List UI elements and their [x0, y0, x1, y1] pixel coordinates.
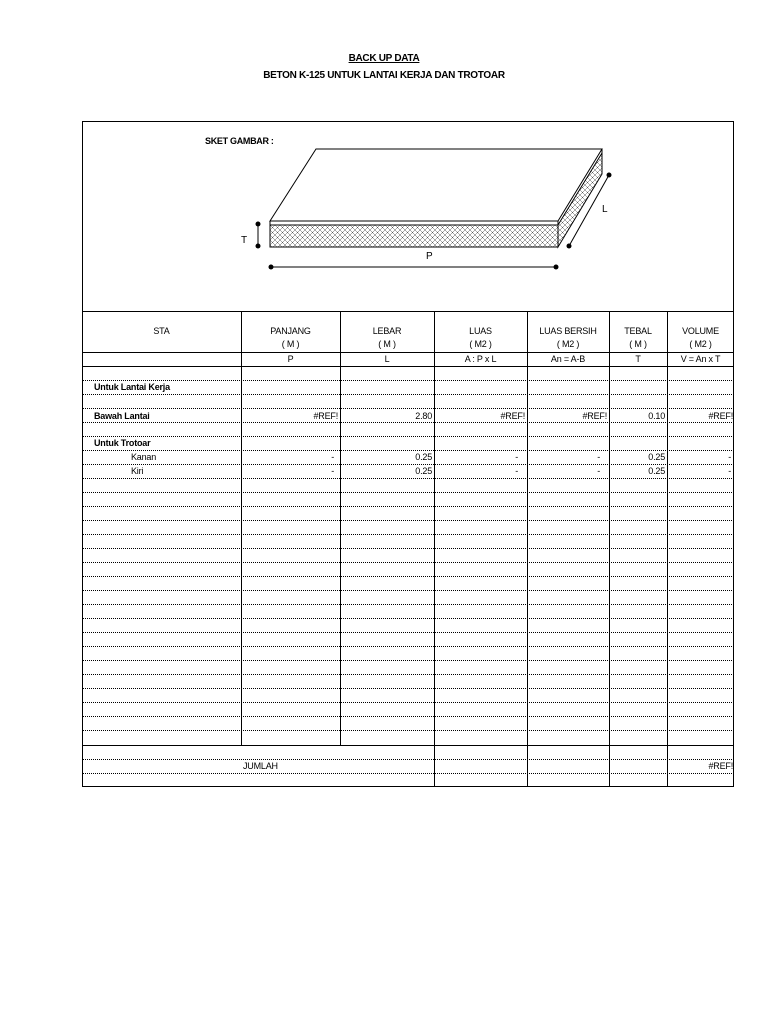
cell-luas-bersih: -	[597, 466, 600, 476]
cell-lebar: 2.80	[415, 411, 432, 421]
grid-line	[82, 478, 734, 479]
grid-line	[82, 366, 734, 367]
cell-tebal: 0.25	[648, 452, 665, 462]
cell-lebar: 0.25	[415, 466, 432, 476]
header-volume-unit: ( M2 )	[689, 339, 712, 349]
grid-line	[82, 520, 734, 521]
header-panjang-formula: P	[287, 354, 294, 364]
cell-luas: -	[515, 452, 518, 462]
cell-panjang: #REF!	[313, 411, 338, 421]
grid-line	[82, 590, 734, 591]
cell-luas-bersih: -	[597, 452, 600, 462]
row-label-kiri: Kiri	[131, 466, 144, 476]
dim-l-dot-bottom	[567, 244, 572, 249]
dim-t-label: T	[241, 235, 248, 246]
cell-luas-bersih: #REF!	[582, 411, 607, 421]
grid-line	[82, 408, 734, 409]
dim-t-dot-bottom	[256, 244, 261, 249]
grid-line	[82, 646, 734, 647]
cell-volume: -	[728, 452, 731, 462]
header-luas-formula: A : P x L	[464, 354, 497, 364]
document-subtitle: BETON K-125 UNTUK LANTAI KERJA DAN TROTOAR	[263, 70, 505, 81]
slab-sketch	[230, 140, 630, 280]
total-label: JUMLAH	[243, 761, 278, 771]
header-luas-bersih-unit: ( M2 )	[556, 339, 580, 349]
cell-tebal: 0.25	[648, 466, 665, 476]
header-volume-formula: V = An x T	[680, 354, 721, 364]
grid-line	[82, 604, 734, 605]
grid-line	[82, 464, 734, 465]
grid-line	[82, 618, 734, 619]
grid-line	[82, 394, 734, 395]
header-luas-bersih: LUAS BERSIH	[539, 326, 597, 336]
grid-line	[82, 380, 734, 381]
dim-t-dot-top	[256, 222, 261, 227]
dim-l-label: L	[602, 204, 608, 215]
header-luas: LUAS	[469, 326, 492, 336]
cell-luas: #REF!	[500, 411, 525, 421]
header-lebar-unit: ( M )	[378, 339, 396, 349]
sketch-label: SKET GAMBAR :	[205, 136, 274, 146]
grid-line	[82, 632, 734, 633]
col-divider	[527, 311, 528, 787]
cell-panjang: -	[331, 466, 334, 476]
col-divider	[667, 311, 668, 787]
cell-lebar: 0.25	[415, 452, 432, 462]
grid-line	[82, 450, 734, 451]
header-tebal-formula: T	[635, 354, 641, 364]
section-trotoar: Untuk Trotoar	[94, 438, 151, 448]
cell-volume: #REF!	[708, 411, 733, 421]
header-panjang: PANJANG	[270, 326, 311, 336]
slab-front-face	[270, 225, 558, 247]
grid-line	[82, 688, 734, 689]
col-divider	[340, 311, 341, 745]
grid-line	[82, 674, 734, 675]
header-sta: STA	[153, 326, 170, 336]
grid-line	[82, 576, 734, 577]
grid-line	[82, 716, 734, 717]
header-luas-unit: ( M2 )	[469, 339, 492, 349]
col-divider	[241, 311, 242, 745]
dim-p-label: P	[426, 251, 433, 262]
slab-top-face	[270, 149, 602, 221]
grid-line	[82, 506, 734, 507]
section-lantai-kerja: Untuk Lantai Kerja	[94, 382, 170, 392]
grid-line	[82, 660, 734, 661]
dim-l-dot-top	[607, 173, 612, 178]
header-lebar-formula: L	[384, 354, 390, 364]
grid-line	[82, 759, 734, 760]
col-divider	[434, 311, 435, 787]
header-tebal-unit: ( M )	[629, 339, 647, 349]
grid-line	[82, 534, 734, 535]
grid-line	[82, 702, 734, 703]
cell-panjang: -	[331, 452, 334, 462]
grid-line	[82, 745, 734, 746]
grid-line	[82, 562, 734, 563]
row-label-bawah-lantai: Bawah Lantai	[94, 411, 150, 421]
grid-line	[82, 730, 734, 731]
document-title: BACK UP DATA	[348, 53, 420, 64]
grid-line	[82, 548, 734, 549]
grid-line	[82, 492, 734, 493]
header-tebal: TEBAL	[624, 326, 652, 336]
cell-luas: -	[515, 466, 518, 476]
grid-line	[82, 773, 734, 774]
cell-volume: -	[728, 466, 731, 476]
col-divider	[609, 311, 610, 787]
dim-p-dot-left	[269, 265, 274, 270]
header-luas-bersih-formula: An = A-B	[550, 354, 586, 364]
total-volume: #REF!	[708, 761, 733, 771]
header-lebar: LEBAR	[372, 326, 402, 336]
grid-line	[82, 436, 734, 437]
dim-p-dot-right	[554, 265, 559, 270]
row-label-kanan: Kanan	[131, 452, 157, 462]
grid-line	[82, 311, 734, 312]
cell-tebal: 0.10	[648, 411, 665, 421]
grid-line	[82, 422, 734, 423]
header-panjang-unit: ( M )	[281, 339, 300, 349]
header-volume: VOLUME	[682, 326, 719, 336]
